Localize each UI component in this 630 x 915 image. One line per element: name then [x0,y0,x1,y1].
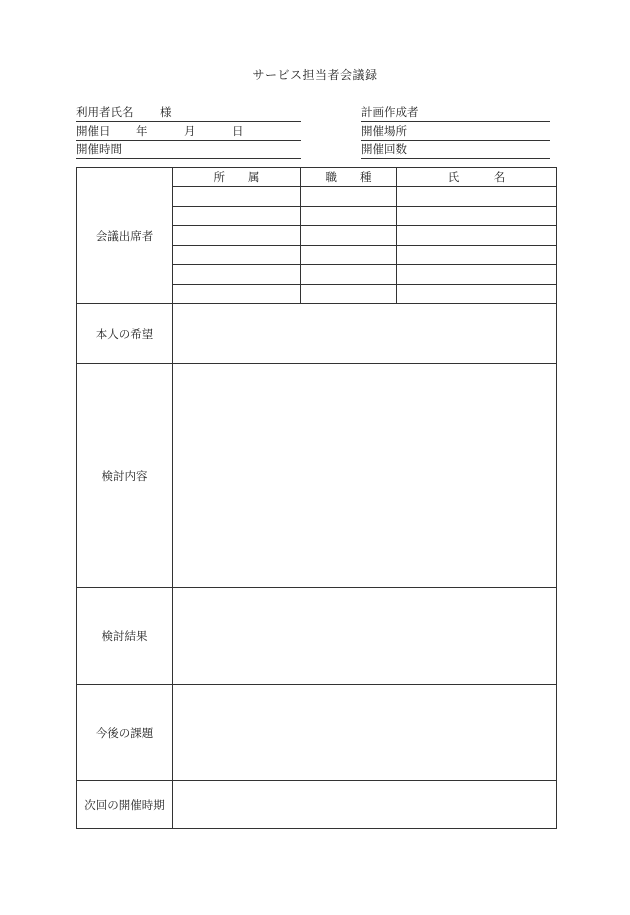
meeting-count-field[interactable] [361,142,550,159]
meeting-date-field[interactable] [76,124,301,141]
meeting-time-label: 開催時間 [76,142,122,156]
occupation-header: 職 種 [301,168,397,187]
year-label: 年 [136,124,148,138]
meeting-count-label: 開催回数 [361,142,407,156]
affiliation-cell[interactable] [173,226,301,246]
occupation-cell[interactable] [301,187,397,207]
wish-label: 本人の希望 [77,304,173,364]
honorific-label: 様 [160,105,172,119]
meeting-place-label: 開催場所 [361,124,407,138]
occupation-cell[interactable] [301,245,397,265]
issues-content[interactable] [173,685,557,781]
name-cell[interactable] [397,245,557,265]
issues-label: 今後の課題 [77,685,173,781]
meeting-time-field[interactable] [76,142,301,159]
planner-field[interactable] [361,105,550,122]
discussion-content[interactable] [173,364,557,588]
meeting-place-field[interactable] [361,124,550,141]
occupation-cell[interactable] [301,284,397,304]
affiliation-cell[interactable] [173,245,301,265]
result-label: 検討結果 [77,588,173,685]
next-meeting-content[interactable] [173,781,557,829]
name-cell[interactable] [397,226,557,246]
name-cell[interactable] [397,187,557,207]
occupation-cell[interactable] [301,265,397,285]
affiliation-header: 所 属 [173,168,301,187]
meeting-date-label: 開催日 [76,124,111,138]
page-title: サービス担当者会議録 [252,68,378,82]
affiliation-cell[interactable] [173,206,301,226]
name-cell[interactable] [397,284,557,304]
meeting-record-table [76,167,557,829]
user-name-label: 利用者氏名 [76,105,134,119]
attendees-label: 会議出席者 [77,168,173,304]
wish-content[interactable] [173,304,557,364]
discussion-label: 検討内容 [77,364,173,588]
affiliation-cell[interactable] [173,284,301,304]
next-meeting-label: 次回の開催時期 [77,781,173,829]
name-cell[interactable] [397,265,557,285]
name-cell[interactable] [397,206,557,226]
affiliation-cell[interactable] [173,265,301,285]
month-label: 月 [184,124,196,138]
day-label: 日 [232,124,244,138]
occupation-cell[interactable] [301,226,397,246]
affiliation-cell[interactable] [173,187,301,207]
result-content[interactable] [173,588,557,685]
planner-label: 計画作成者 [361,105,419,119]
occupation-cell[interactable] [301,206,397,226]
name-header: 氏 名 [397,168,557,187]
user-name-field[interactable] [76,105,301,122]
